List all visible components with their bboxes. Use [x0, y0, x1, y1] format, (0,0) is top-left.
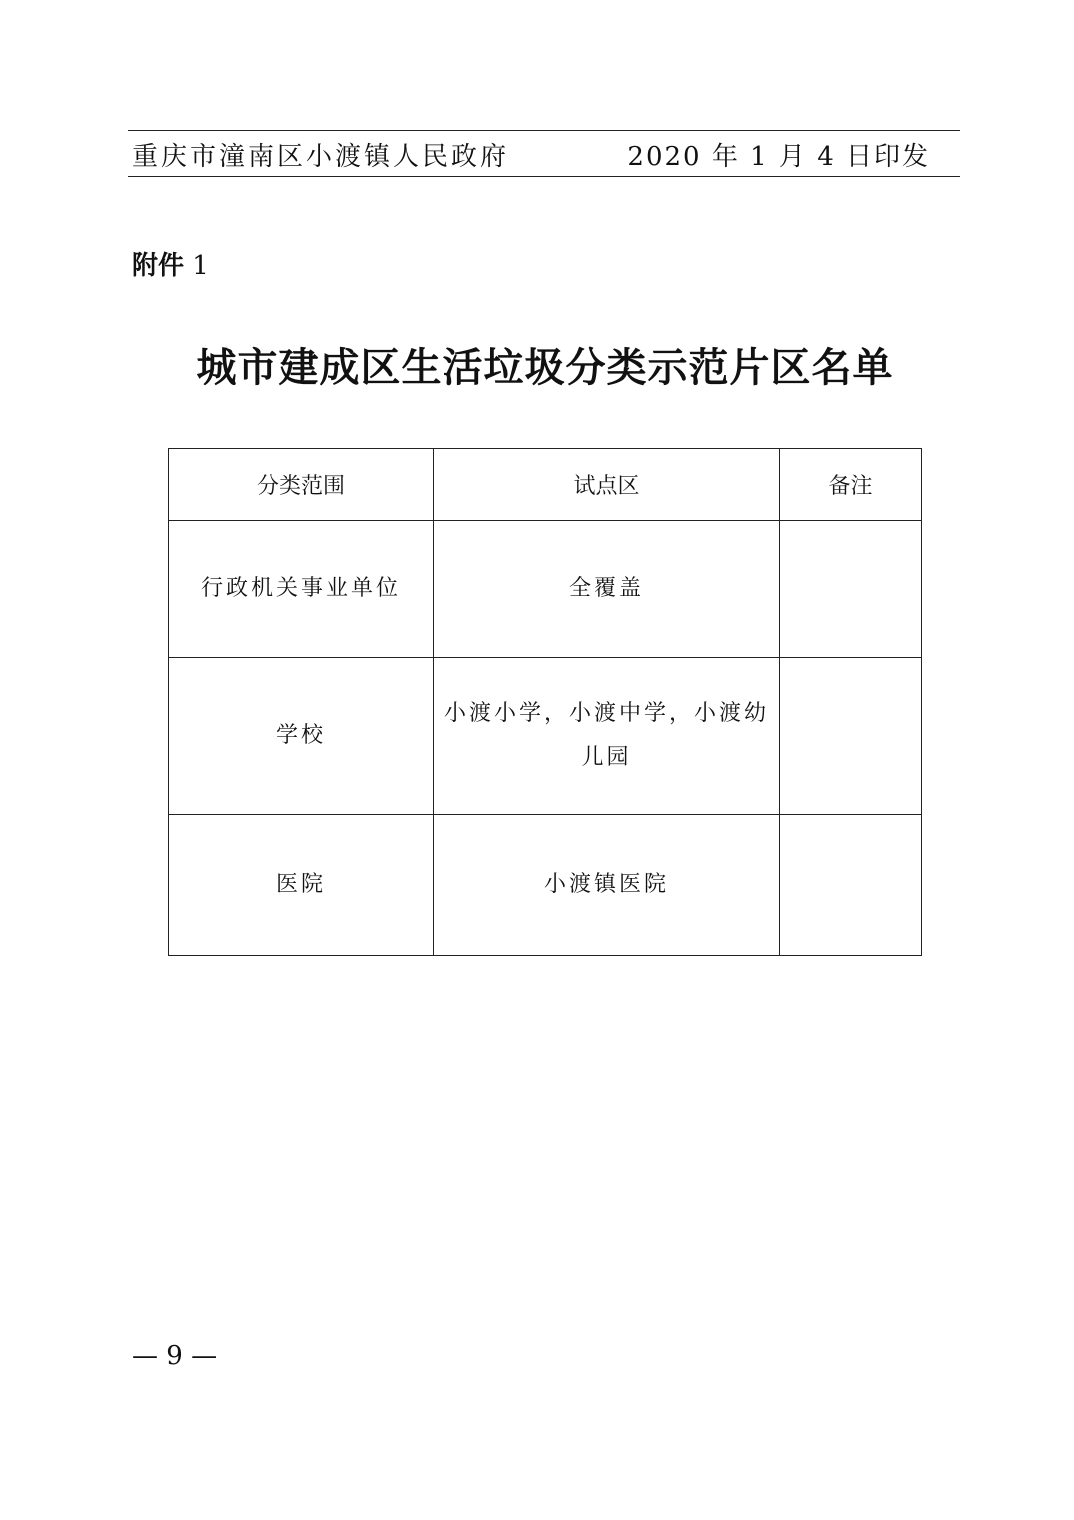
cell-category: 学校: [169, 658, 434, 815]
cell-pilot-area: 小渡小学，小渡中学，小渡幼儿园: [434, 658, 780, 815]
cell-remarks: [780, 521, 922, 658]
cell-remarks: [780, 658, 922, 815]
issuer-name: 重庆市潼南区小渡镇人民政府: [132, 142, 510, 172]
header-top-rule: [128, 130, 960, 131]
table-header-row: [169, 449, 922, 521]
cell-category: 行政机关事业单位: [169, 521, 434, 658]
table-row: [169, 658, 922, 815]
table-row: [169, 521, 922, 658]
attachment-label: [132, 250, 209, 282]
page-number: — 9 —: [132, 1341, 218, 1371]
header-remarks: 备注: [780, 449, 922, 521]
cell-pilot-area: 全覆盖: [434, 521, 780, 658]
cell-pilot-area: 小渡镇医院: [434, 815, 780, 956]
issue-date: 2020 年 1 月 4 日印发: [627, 142, 930, 172]
cell-remarks: [780, 815, 922, 956]
header-pilot-area: 试点区: [434, 449, 780, 521]
document-title: 城市建成区生活垃圾分类示范片区名单: [196, 344, 894, 391]
cell-category: 医院: [169, 815, 434, 956]
attachment-label-text: 附件: [132, 251, 185, 281]
pilot-area-table: [168, 448, 922, 956]
header-category: 分类范围: [169, 449, 434, 521]
attachment-number: 1: [192, 251, 209, 281]
header-bottom-rule: [128, 176, 960, 177]
table-row: [169, 815, 922, 956]
